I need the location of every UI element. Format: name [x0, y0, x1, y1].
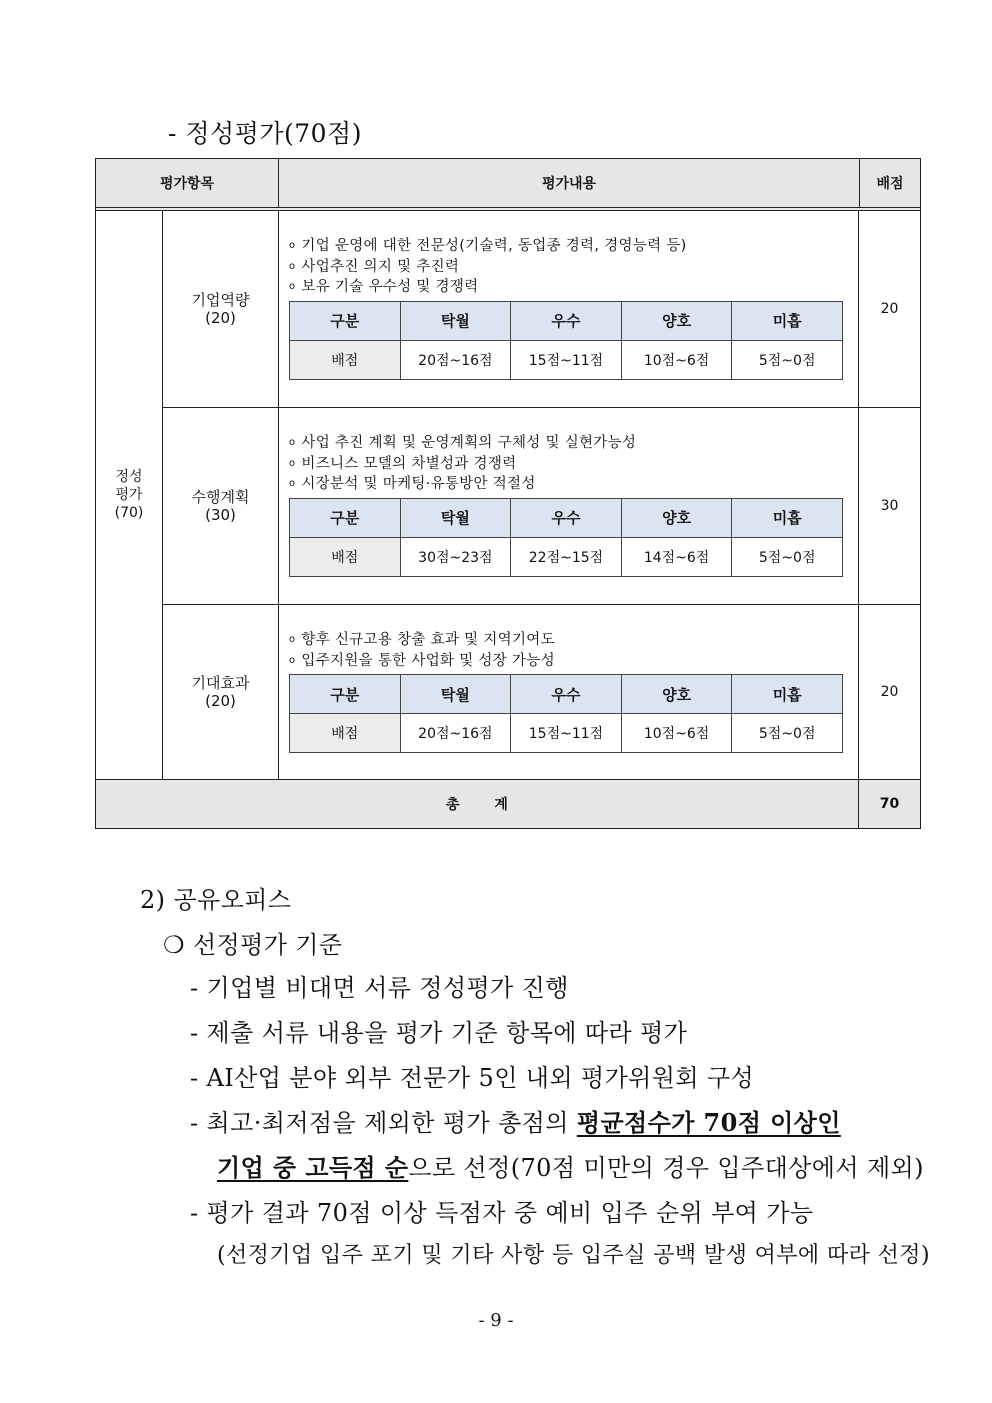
total-label: 총 계: [96, 780, 859, 828]
bullet-item: o 사업추진 의지 및 추진력: [289, 258, 460, 275]
sub-item-points: (30): [205, 506, 236, 524]
category-line: 평가: [115, 487, 143, 503]
bullet-item: o 사업 추진 계획 및 운영계획의 구체성 및 실현가능성: [289, 435, 637, 451]
body-line: - AI산업 분야 외부 전문가 5인 내외 평가위원회 구성: [190, 1064, 755, 1092]
bullet-item: o 향후 신규고용 창출 효과 및 지역기여도: [289, 632, 555, 648]
body-line: - 최고·최저점을 제외한 평가 총점의 평균점수가 70점 이상인: [190, 1108, 841, 1137]
emphasis-text: 평균점수가 70점 이상인: [576, 1108, 841, 1137]
grade-table: 구분 탁월 우수 양호 미흡 배점 20점~16점 15점~11점 10점~6점 5점~0점: [289, 674, 843, 753]
criteria-heading: ❍ 선정평가 기준: [163, 931, 343, 959]
body-line: - 제출 서류 내용을 평가 기준 항목에 따라 평가: [190, 1019, 688, 1047]
body-line: (선정기업 입주 포기 및 기타 사항 등 입주실 공백 발생 여부에 따라 선정): [217, 1243, 930, 1268]
category-line: (70): [114, 505, 144, 521]
grade-table: 구분 탁월 우수 양호 미흡 배점 20점~16점 15점~11점 10점~6점 5점~0점: [289, 301, 843, 380]
table-row: [163, 211, 920, 408]
sub-item-cell: [163, 605, 279, 779]
total-row: [96, 779, 920, 828]
score-cell: 20: [880, 684, 899, 700]
content-cell: [279, 408, 859, 604]
table-body: [96, 211, 920, 779]
category-cell: [96, 211, 163, 779]
sub-item-cell: [163, 211, 279, 407]
section-heading: 2) 공유오피스: [140, 886, 292, 914]
bullet-item: o 비즈니스 모델의 차별성과 경쟁력: [289, 455, 517, 472]
score-cell: 30: [880, 498, 899, 514]
score-cell: 20: [880, 301, 899, 317]
category-line: 정성: [115, 469, 143, 485]
bullet-item: o 시장분석 및 마케팅·유통방안 적절성: [289, 476, 536, 492]
body-line: - 기업별 비대면 서류 정성평가 진행: [190, 974, 569, 1002]
page-number: - 9 -: [478, 1310, 514, 1331]
sub-item-points: (20): [205, 692, 236, 710]
table-row: [163, 605, 920, 779]
content-cell: [279, 211, 859, 407]
content-cell: [279, 605, 859, 779]
header-content: 평가내용: [279, 159, 860, 207]
bullet-item: o 보유 기술 우수성 및 경쟁력: [289, 279, 479, 295]
sub-item-name: 기업역량: [191, 291, 250, 309]
emphasis-text: 기업 중 고득점 순: [217, 1153, 409, 1182]
sub-item-points: (20): [205, 309, 236, 327]
table-header: [96, 159, 920, 211]
grade-table: 구분 탁월 우수 양호 미흡 배점 30점~23점 22점~15점 14점~6점 5점~0점: [289, 498, 843, 577]
bullet-item: o 입주지원을 통한 사업화 및 성장 가능성: [289, 652, 555, 669]
sub-item-cell: [163, 408, 279, 604]
header-score: 배점: [876, 176, 904, 192]
body-line: 기업 중 고득점 순으로 선정(70점 미만의 경우 입주대상에서 제외): [217, 1153, 924, 1182]
evaluation-table: [95, 158, 921, 829]
header-item: 평가항목: [96, 159, 279, 207]
sub-item-name: 기대효과: [191, 674, 250, 692]
total-value: 70: [879, 796, 900, 812]
section-title: - 정성평가(70점): [168, 119, 362, 148]
table-row: [163, 408, 920, 605]
body-line: - 평가 결과 70점 이상 득점자 중 예비 입주 순위 부여 가능: [190, 1199, 814, 1227]
bullet-item: o 기업 운영에 대한 전문성(기술력, 동업종 경력, 경영능력 등): [289, 238, 687, 254]
sub-item-name: 수행계획: [191, 488, 250, 506]
